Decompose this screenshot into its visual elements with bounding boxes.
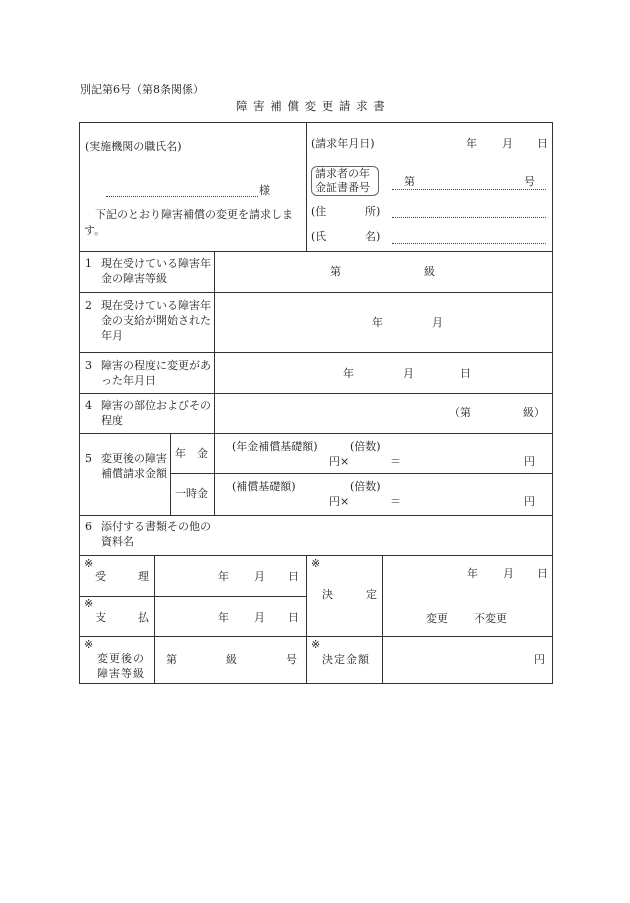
lump-equals: ＝ bbox=[390, 495, 401, 508]
item2-number: 2 bbox=[85, 299, 92, 312]
item4-label: 障害の部位およびその程度 bbox=[101, 399, 211, 427]
request-year[interactable]: 年 bbox=[466, 137, 477, 150]
col-divider bbox=[382, 555, 383, 684]
honorific: 様 bbox=[259, 184, 270, 197]
pension-base-label: (年金補償基礎額) bbox=[232, 440, 318, 453]
item1-number: 1 bbox=[85, 257, 92, 270]
grade-label-2: 障害等級 bbox=[97, 667, 145, 680]
item2-year: 年 bbox=[372, 316, 383, 329]
request-statement: 下記のとおり障害補償の変更を請求します。 bbox=[84, 208, 293, 237]
col-divider bbox=[154, 555, 155, 684]
row-divider bbox=[79, 555, 553, 556]
recipient-line[interactable] bbox=[106, 196, 258, 197]
decision-year: 年 bbox=[467, 567, 478, 580]
decision-label-2: 定 bbox=[366, 588, 377, 601]
cert-label-line2: 金証書番号 bbox=[315, 181, 370, 194]
name-label-2: 名) bbox=[365, 230, 381, 243]
amount-mark: ※ bbox=[311, 638, 321, 651]
name-line[interactable] bbox=[392, 243, 546, 244]
form-title: 障 害 補 償 変 更 請 求 書 bbox=[236, 99, 386, 113]
item3-year: 年 bbox=[343, 367, 354, 380]
item1-label: 現在受けている障害年金の障害等級 bbox=[101, 257, 211, 285]
lump-base-label: (補償基礎額) bbox=[232, 480, 296, 493]
form-number: 別記第6号（第8条関係） bbox=[80, 83, 204, 96]
row-divider bbox=[79, 352, 553, 353]
address-label-2: 所) bbox=[365, 205, 381, 218]
payment-month: 月 bbox=[254, 611, 265, 624]
cert-number-line[interactable] bbox=[392, 189, 546, 190]
row-divider bbox=[79, 292, 553, 293]
item3-label: 障害の程度に変更があった年月日 bbox=[101, 359, 211, 387]
request-month[interactable]: 月 bbox=[502, 137, 513, 150]
cert-dai: 第 bbox=[404, 175, 415, 188]
decision-label-1: 決 bbox=[322, 588, 333, 601]
col-divider bbox=[214, 251, 215, 515]
lump-mult-label: (倍数) bbox=[350, 480, 381, 493]
pension-yen-x: 円× bbox=[329, 455, 350, 468]
item6-label: 添付する書類その他の資料名 bbox=[101, 520, 211, 548]
pension-mult-label: (倍数) bbox=[350, 440, 381, 453]
col-divider bbox=[306, 555, 307, 684]
decision-no-change[interactable]: 不変更 bbox=[474, 612, 507, 625]
grade-mark: ※ bbox=[84, 638, 94, 651]
payment-day: 日 bbox=[288, 611, 299, 624]
grade-label-1: 変更後の bbox=[97, 652, 145, 665]
item3-number: 3 bbox=[85, 359, 92, 372]
pension-equals: ＝ bbox=[390, 455, 401, 468]
row-divider bbox=[79, 393, 553, 394]
item4-dai: （第 bbox=[449, 406, 471, 419]
item6-number: 6 bbox=[85, 520, 92, 533]
amount-yen: 円 bbox=[534, 653, 545, 666]
receipt-year: 年 bbox=[218, 570, 229, 583]
name-label-1: (氏 bbox=[311, 230, 327, 243]
payment-year: 年 bbox=[218, 611, 229, 624]
row-divider bbox=[79, 596, 306, 597]
receipt-month: 月 bbox=[254, 570, 265, 583]
cert-go: 号 bbox=[524, 175, 535, 188]
request-date-label: (請求年月日) bbox=[311, 137, 375, 150]
item4-kyu: 級） bbox=[523, 406, 545, 419]
payment-mark: ※ bbox=[84, 597, 94, 610]
cert-label-line1: 請求者の年 bbox=[315, 167, 370, 180]
address-label-1: (住 bbox=[311, 205, 327, 218]
row-divider bbox=[170, 473, 553, 474]
payment-label-1: 支 bbox=[95, 611, 106, 624]
row-divider bbox=[79, 251, 553, 252]
lump-yen: 円 bbox=[524, 495, 535, 508]
row-divider bbox=[79, 515, 553, 516]
decision-month: 月 bbox=[503, 567, 514, 580]
item5-label: 変更後の障害補償請求金額 bbox=[101, 452, 167, 480]
grade-go: 号 bbox=[286, 653, 297, 666]
amount-label: 決定金額 bbox=[322, 653, 370, 666]
col-divider bbox=[170, 433, 171, 515]
item1-dai: 第 bbox=[330, 265, 341, 278]
row-divider bbox=[79, 433, 553, 434]
grade-dai: 第 bbox=[166, 653, 177, 666]
lump-yen-x: 円× bbox=[329, 495, 350, 508]
decision-change[interactable]: 変更 bbox=[426, 612, 448, 625]
lump-label: 一時金 bbox=[175, 487, 208, 500]
item3-day: 日 bbox=[460, 367, 471, 380]
item4-number: 4 bbox=[85, 399, 92, 412]
grade-kyu: 級 bbox=[226, 653, 237, 666]
row-divider bbox=[79, 636, 553, 637]
pension-yen: 円 bbox=[524, 455, 535, 468]
decision-mark: ※ bbox=[311, 557, 321, 570]
item5-number: 5 bbox=[85, 452, 92, 465]
col-divider bbox=[306, 122, 307, 251]
receipt-label-1: 受 bbox=[95, 570, 106, 583]
pension-label: 年 金 bbox=[175, 447, 208, 460]
request-day[interactable]: 日 bbox=[537, 137, 548, 150]
receipt-label-2: 理 bbox=[138, 570, 149, 583]
item2-label: 現在受けている障害年金の支給が開始された年月 bbox=[101, 299, 211, 342]
decision-day: 日 bbox=[537, 567, 548, 580]
item3-month: 月 bbox=[403, 367, 414, 380]
address-line[interactable] bbox=[392, 217, 546, 218]
item1-kyu: 級 bbox=[424, 265, 435, 278]
receipt-day: 日 bbox=[288, 570, 299, 583]
payment-label-2: 払 bbox=[138, 611, 149, 624]
item2-month: 月 bbox=[432, 316, 443, 329]
recipient-label: (実施機関の職氏名) bbox=[85, 140, 182, 153]
receipt-mark: ※ bbox=[84, 557, 94, 570]
